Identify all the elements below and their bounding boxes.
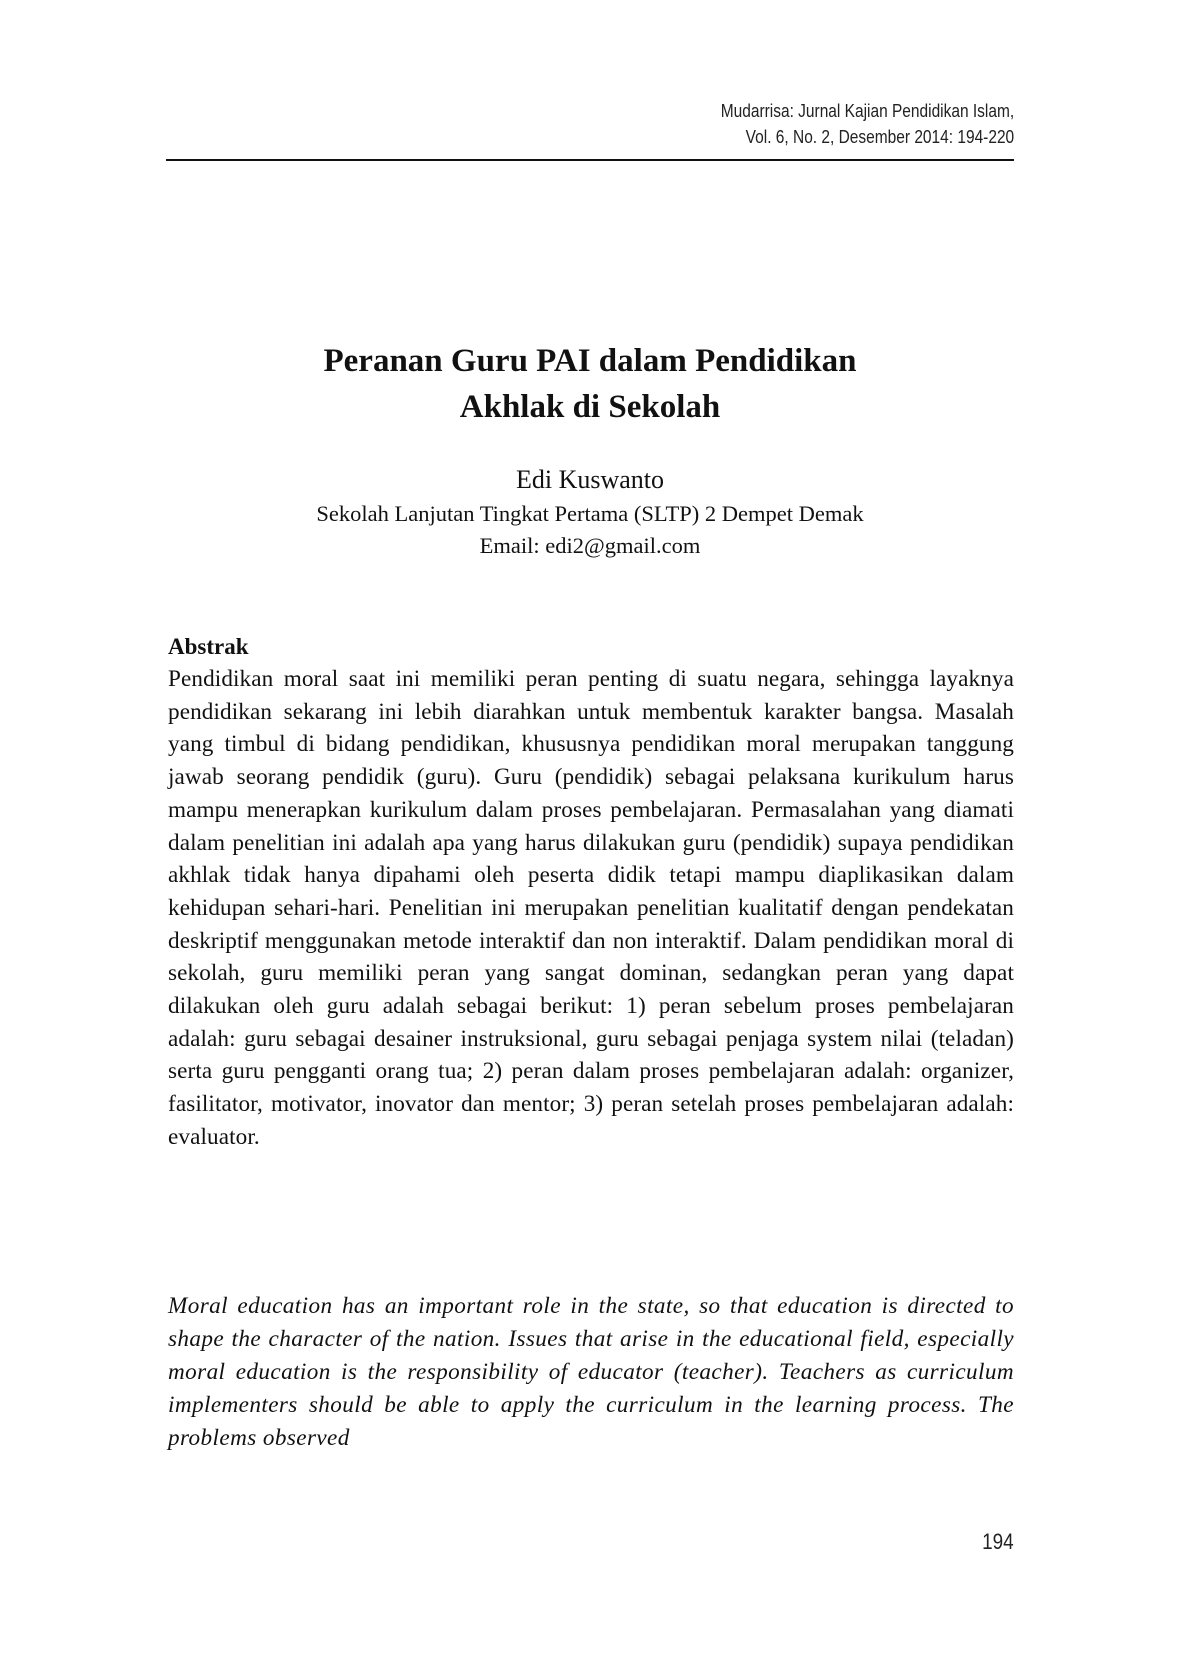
abstract-text-indonesian: Pendidikan moral saat ini memiliki peran penting di suatu negara, sehingga layaknya pendidikan sekarang ini lebih diarahkan untuk membentuk karakter bangsa. Masalah yang timbul di bidang pendidikan, khususnya pendidikan moral merupakan tanggung jawab seorang pendidik (guru). Guru (pendidik) sebagai pelaksana kurikulum harus mampu menerapkan kurikulum dalam proses pembelajaran. Permasalahan yang diamati dalam penelitian ini adalah apa yang harus dilakukan guru (pendidik) supaya pendidikan akhlak tidak hanya dipahami oleh peserta didik tetapi mampu diaplikasikan dalam kehidupan sehari-hari. Penelitian ini merupakan penelitian kualitatif dengan pendekatan deskriptif menggunakan metode interaktif dan non interaktif. Dalam pendidikan moral di sekolah, guru memiliki peran yang sangat dominan, sedangkan peran yang dapat dilakukan oleh guru adalah sebagai berikut: 1) peran sebelum proses pembelajaran adalah: guru sebagai desainer instruksional, guru sebagai penjaga system nilai (teladan) serta guru pengganti orang tua; 2) peran dalam proses pembelajaran adalah: organizer, fasilitator, motivator, inovator dan mentor; 3) peran setelah proses pembelajaran adalah: evaluator. [168,666,1014,1150]
page-number: 194 [982,1529,1014,1554]
running-header [721,98,1014,150]
abstract-text-english: Moral education has an important role in the state, so that education is directed to shape the character of the nation. Issues that arise in the educational field, especially moral education is the responsibility of educator (teacher). Teachers as curriculum implementers should be able to apply the curriculum in the learning process. The problems observed [168,1293,1014,1451]
author-name: Edi Kuswanto [515,465,665,494]
author-email: Email: edi2@gmail.com [479,533,701,558]
header-divider [166,159,1014,161]
abstract-heading: Abstrak [168,634,249,659]
author-affiliation: Sekolah Lanjutan Tingkat Pertama (SLTP) 2 Dempet Demak [316,501,864,526]
author-block [166,462,1014,562]
article-title [166,338,1014,430]
title-line-1: Peranan Guru PAI dalam Pendidikan [323,343,857,379]
title-line-2: Akhlak di Sekolah [459,389,721,425]
journal-name: Mudarrisa: Jurnal Kajian Pendidikan Islam, [720,101,1014,121]
journal-issue: Vol. 6, No. 2, Desember 2014: 194-220 [745,127,1014,147]
